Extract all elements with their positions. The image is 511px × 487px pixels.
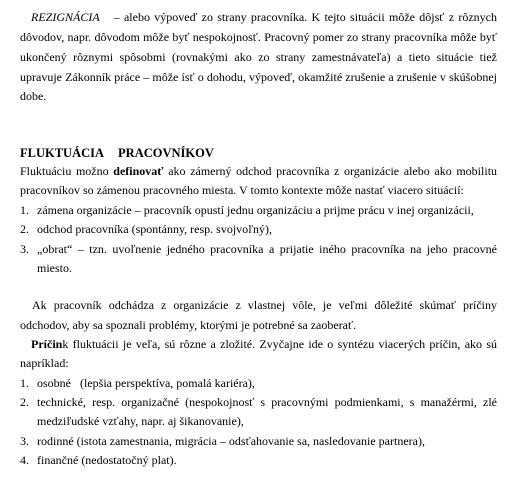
definition-bold: definovať — [113, 164, 164, 178]
causes-line-2: napríklad: — [20, 356, 69, 370]
cause-detail-1: (lepšia perspektíva, pomalá kariéra), — [80, 376, 255, 390]
cause-name-4: finančné — [37, 453, 79, 467]
cause-detail-4: (nedostatočný plat). — [81, 453, 177, 467]
cause-detail-3: (istota zamestnania, migrácia – odsťahovanie sa, nasledovanie partnera), — [76, 434, 425, 448]
resignation-line-2: dôvodov, napr. dôvodom môže byť nespokojnosť. Pracovný pomer zo strany pracovníka môže byť — [20, 30, 497, 44]
causes-bold: Príčin — [31, 337, 63, 351]
definition-line-2: pracovníkov so zámenou pracovného miesta. V tomto kontexte môže nastať viacero situácií: — [20, 183, 464, 197]
situation-item-3: „obrat“ – tzn. uvoľnenie jedného pracovníka a prijatie iného pracovníka na jeho pracovné — [37, 242, 497, 256]
definition-rest: ako zámerný odchod pracovníka z organizácie alebo ako mobilitu — [168, 164, 497, 178]
heading-word-1: FLUKTUÁCIA — [20, 146, 105, 160]
cause-name-2: technické, resp. organizačné — [37, 395, 179, 409]
cause-number-1: 1. — [20, 376, 29, 390]
situation-item-1: zámena organizácie – pracovník opustí jednu organizáciu a prijme prácu v inej organizácii, — [37, 203, 474, 217]
heading-word-2: PRACOVNÍKOV — [118, 146, 214, 160]
cause-number-2: 2. — [20, 395, 29, 409]
resignation-line-3: ukončený rôznymi spôsobmi (rovnakými ako zo strany zamestnávateľa) a tieto situácie tiež — [20, 50, 497, 64]
cause-item-4 — [37, 452, 497, 468]
cause-item-2 — [37, 394, 497, 410]
cause-number-3: 3. — [20, 434, 29, 448]
cause-item-2-cont: medziľudské vzťahy, napr. aj šikanovanie), — [37, 414, 244, 428]
cause-item-1 — [37, 375, 497, 391]
resignation-line-1 — [31, 9, 497, 25]
situation-number-3: 3. — [20, 242, 29, 256]
cause-name-3: rodinné — [37, 434, 74, 448]
resignation-line-5: dobe. — [20, 89, 47, 103]
definition-line-1 — [20, 163, 497, 179]
causes-line-1 — [31, 336, 497, 352]
situation-number-2: 2. — [20, 222, 29, 236]
definition-start: Fluktuáciu možno — [20, 164, 109, 178]
cause-number-4: 4. — [20, 453, 29, 467]
situation-number-1: 1. — [20, 203, 29, 217]
situation-item-2: odchod pracovníka (spontánny, resp. svojvoľný), — [37, 222, 273, 236]
resignation-line-1-rest: – alebo výpoveď zo strany pracovníka. K tejto situácii môže dôjsť z rôznych — [113, 10, 497, 24]
section-heading — [20, 145, 497, 161]
cause-detail-2: (nespokojnosť s pracovnými podmienkami, s manažérmi, zlé — [185, 395, 497, 409]
situation-item-3-cont: miesto. — [37, 261, 72, 275]
cause-name-1: osobné — [37, 376, 71, 390]
paragraph-2-line-2: odchodov, aby sa spoznali problémy, ktorými je potrebné sa zaoberať. — [20, 318, 357, 332]
cause-item-3 — [37, 433, 497, 449]
causes-rest: k fluktuácii je veľa, sú rôzne a zložité. Zvyčajne ide o syntézu viacerých príčin, ako sú — [62, 337, 497, 351]
paragraph-2-line-1: Ak pracovník odchádza z organizácie z vlastnej vôle, je veľmi dôležité skúmať príčiny — [32, 298, 497, 312]
resignation-line-4: upravuje Zákonník práce – môže ísť o dohodu, výpoveď, okamžité zrušenie a zrušenie v skúšobnej — [20, 70, 497, 84]
resignation-term: REZIGNÁCIA — [31, 10, 100, 24]
